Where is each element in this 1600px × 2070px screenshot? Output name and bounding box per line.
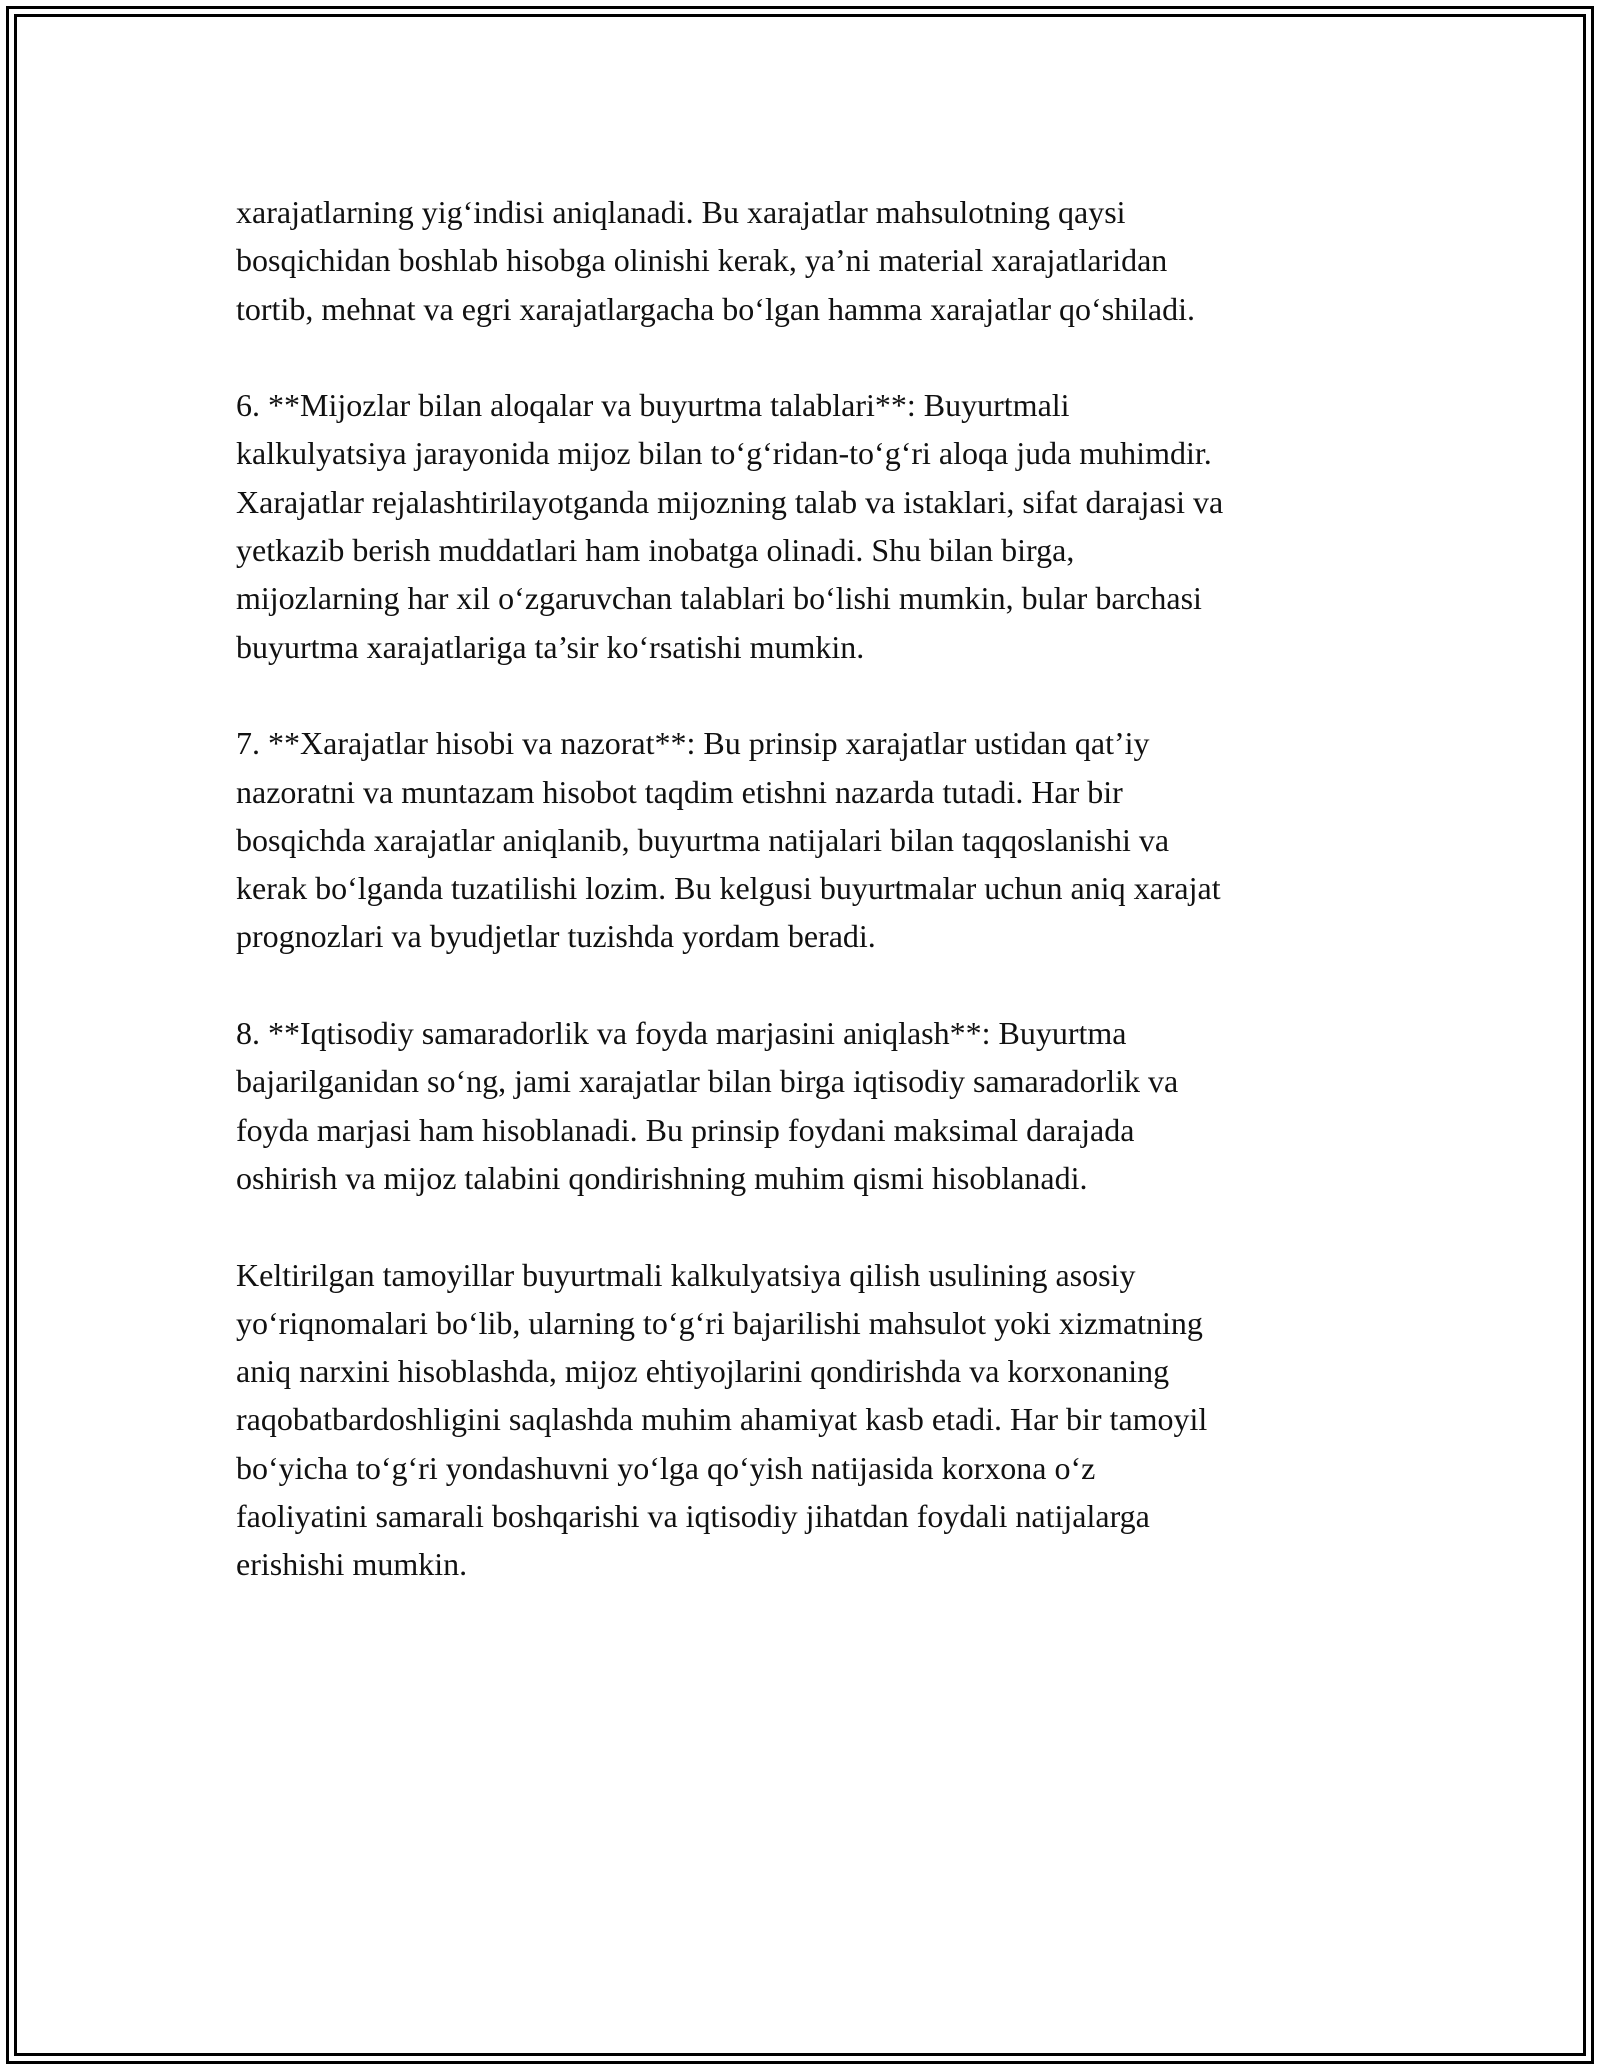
text-line: raqobatbardoshligini saqlashda muhim ahamiyat kasb etadi. Har bir tamoyil (236, 1401, 1208, 1438)
text-line: yo‘riqnomalari bo‘lib, ularning to‘g‘ri bajarilishi mahsulot yoki xizmatning (236, 1304, 1203, 1341)
paragraph-item-7 (236, 719, 1396, 960)
text-line: bajarilganidan so‘ng, jami xarajatlar bilan birga iqtisodiy samaradorlik va (236, 1063, 1179, 1100)
text-line: bosqichda xarajatlar aniqlanib, buyurtma natijalari bilan taqqoslanishi va (236, 821, 1170, 858)
paragraph-item-6 (236, 381, 1396, 671)
paragraph-conclusion (236, 1251, 1396, 1589)
paragraph-continuation (236, 188, 1396, 333)
text-line: tortib, mehnat va egri xarajatlargacha bo‘lgan hamma xarajatlar qo‘shiladi. (236, 290, 1196, 327)
text-line: mijozlarning har xil o‘zgaruvchan talablari bo‘lishi mumkin, bular barchasi (236, 580, 1202, 617)
text-line: erishishi mumkin. (236, 1546, 468, 1583)
text-line: 7. **Xarajatlar hisobi va nazorat**: Bu prinsip xarajatlar ustidan qat’iy (236, 725, 1150, 762)
text-line: bosqichidan boshlab hisobga olinishi kerak, ya’ni material xarajatlaridan (236, 242, 1168, 279)
text-line: buyurtma xarajatlariga ta’sir ko‘rsatishi mumkin. (236, 628, 865, 665)
paragraph-item-8 (236, 1009, 1396, 1202)
text-line: kerak bo‘lganda tuzatilishi lozim. Bu kelgusi buyurtmalar uchun aniq xarajat (236, 870, 1221, 907)
text-line: xarajatlarning yig‘indisi aniqlanadi. Bu xarajatlar mahsulotning qaysi (236, 194, 1126, 230)
text-line: 6. **Mijozlar bilan aloqalar va buyurtma talablari**: Buyurtmali (236, 387, 1070, 424)
text-line: 8. **Iqtisodiy samaradorlik va foyda marjasini aniqlash**: Buyurtma (236, 1015, 1127, 1052)
text-line: aniq narxini hisoblashda, mijoz ehtiyojlarini qondirishda va korxonaning (236, 1353, 1170, 1390)
text-line: bo‘yicha to‘g‘ri yondashuvni yo‘lga qo‘yish natijasida korxona o‘z (236, 1449, 1096, 1486)
text-line: nazoratni va muntazam hisobot taqdim etishni nazarda tutadi. Har bir (236, 773, 1123, 810)
text-line: Keltirilgan tamoyillar buyurtmali kalkulyatsiya qilish usulining asosiy (236, 1256, 1136, 1293)
text-line: oshirish va mijoz talabini qondirishning muhim qismi hisoblanadi. (236, 1159, 1088, 1196)
text-line: Xarajatlar rejalashtirilayotganda mijozning talab va istaklari, sifat darajasi va (236, 483, 1224, 520)
text-line: foyda marjasi ham hisoblanadi. Bu prinsip foydani maksimal darajada (236, 1111, 1135, 1148)
text-line: faoliyatini samarali boshqarishi va iqtisodiy jihatdan foydali natijalarga (236, 1498, 1150, 1535)
text-line: yetkazib berish muddatlari ham inobatga olinadi. Shu bilan birga, (236, 532, 1075, 569)
text-line: prognozlari va byudjetlar tuzishda yordam beradi. (236, 918, 876, 955)
text-line: kalkulyatsiya jarayonida mijoz bilan to‘g‘ridan-to‘g‘ri aloqa juda muhimdir. (236, 435, 1212, 472)
document-body (236, 188, 1396, 1589)
